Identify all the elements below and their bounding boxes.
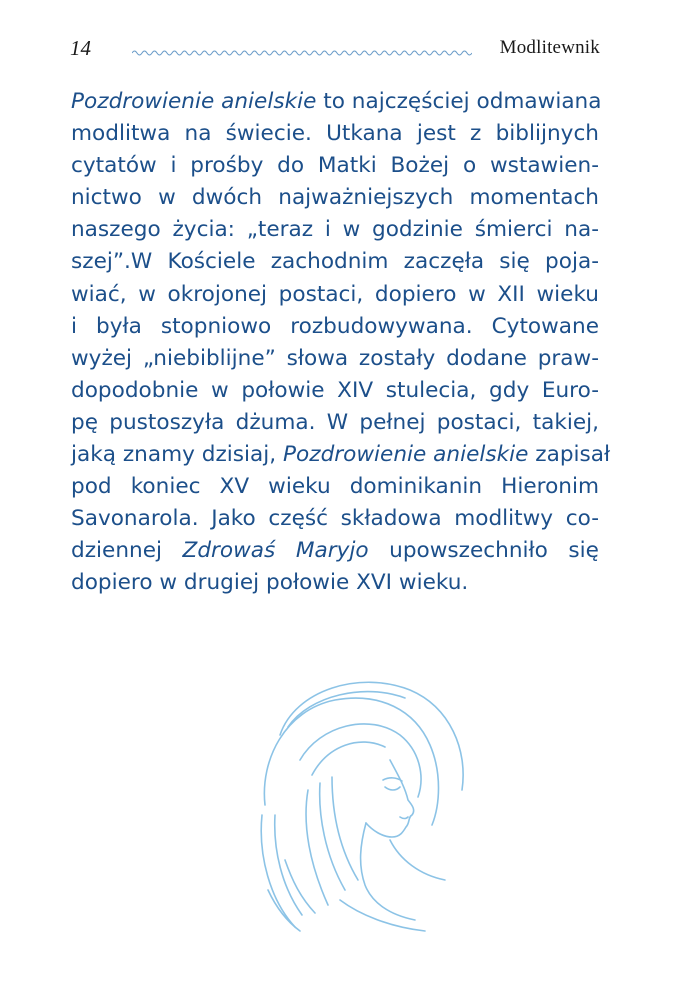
text-line <box>71 503 599 535</box>
text-line <box>71 118 599 150</box>
text-run: szej”.W Kościele zachodnim zaczęła się poja- <box>71 249 599 275</box>
text-run: wiać, w okrojonej postaci, dopiero w XII wieku <box>71 281 599 307</box>
body-paragraph <box>71 86 611 600</box>
text-run: modlitwa na świecie. Utkana jest z biblijnych <box>71 121 599 147</box>
text-run: dziennej <box>71 538 183 564</box>
text-run: to najczęściej odmawiana <box>316 89 602 114</box>
text-line <box>71 311 599 343</box>
text-line <box>71 246 599 278</box>
text-run: dopiero w drugiej połowie XVI wieku. <box>71 570 469 596</box>
text-line <box>71 343 599 375</box>
text-run: upowszechniło się <box>368 538 599 564</box>
text-run: nictwo w dwóch najważniejszych momentach <box>71 185 599 211</box>
text-line <box>71 535 599 567</box>
text-run: cytatów i prośby do Matki Bożej o wstawien- <box>71 153 599 179</box>
text-line <box>71 375 599 407</box>
text-run: dopodobnie w połowie XIV stulecia, gdy Euro- <box>71 377 599 403</box>
text-run: i była stopniowo rozbudowywana. Cytowane <box>71 313 599 339</box>
wavy-rule-divider <box>132 48 472 58</box>
text-run: pę pustoszyła dżuma. W pełnej postaci, takiej, <box>71 409 599 435</box>
running-title: Modlitewnik <box>499 37 600 58</box>
madonna-line-art-icon <box>240 665 470 935</box>
text-line <box>71 279 599 311</box>
text-line <box>71 471 599 503</box>
text-run: jaką znamy dzisiaj, <box>71 442 284 468</box>
text-line <box>71 182 599 214</box>
text-run: naszego życia: „teraz i w godzinie śmierci na- <box>71 217 599 243</box>
italic-title: Pozdrowienie anielskie <box>283 442 529 468</box>
text-run: zapisał <box>528 442 611 468</box>
page-number: 14 <box>70 36 91 60</box>
italic-title: Pozdrowienie anielskie <box>71 89 317 114</box>
text-line <box>71 567 599 599</box>
page-header <box>70 36 600 66</box>
text-line <box>71 439 611 471</box>
text-run: pod koniec XV wieku dominikanin Hieronim <box>71 474 599 500</box>
text-line <box>71 150 599 182</box>
text-run: Savonarola. Jako część składowa modlitwy co- <box>71 506 599 532</box>
text-line <box>71 214 599 246</box>
text-line <box>71 407 599 439</box>
italic-title: Zdrowaś Maryjo <box>182 538 369 564</box>
text-run: wyżej „niebiblijne” słowa zostały dodane praw- <box>71 345 599 371</box>
text-line <box>71 86 602 118</box>
